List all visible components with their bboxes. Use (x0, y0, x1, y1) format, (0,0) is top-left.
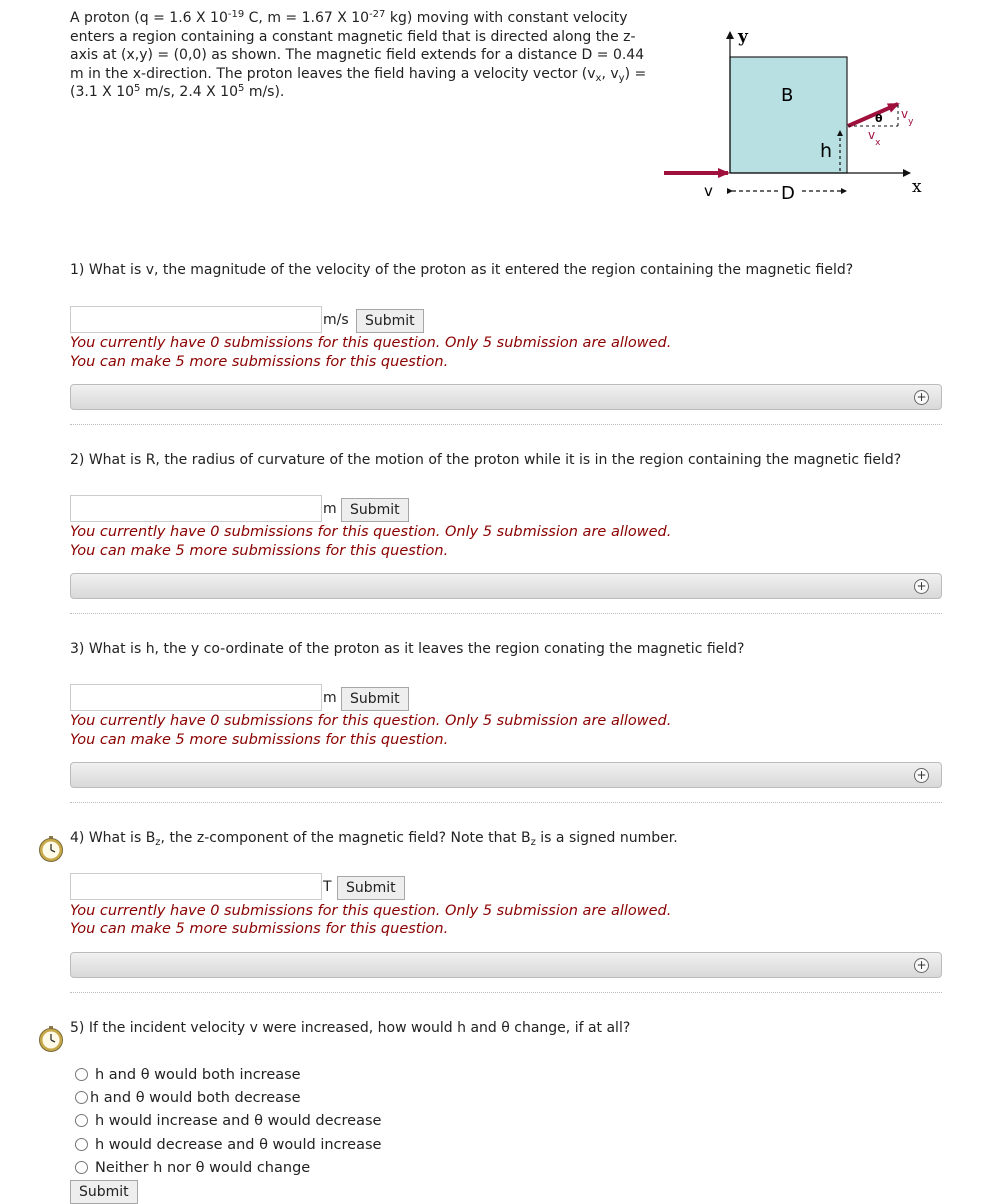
q1-answer-input[interactable] (70, 306, 322, 333)
q4-answer-input[interactable] (70, 873, 322, 900)
q4-submit-button[interactable]: Submit (337, 876, 405, 900)
radio-button[interactable] (75, 1091, 88, 1104)
expand-icon[interactable]: + (914, 768, 929, 783)
q5-submit-button[interactable]: Submit (70, 1180, 138, 1204)
q2-answer-input[interactable] (70, 495, 322, 522)
q5-option[interactable]: Neither h nor θ would change (75, 1160, 310, 1176)
q3-unit: m (323, 690, 337, 706)
q2-hint-bar[interactable] (70, 573, 942, 599)
expand-icon[interactable]: + (914, 390, 929, 405)
q3-answer-input[interactable] (70, 684, 322, 711)
divider (70, 802, 942, 803)
q4-unit: T (323, 879, 332, 895)
expand-icon[interactable]: + (914, 958, 929, 973)
vx-label: $v_x$ (868, 128, 881, 148)
q1-unit: m/s (323, 312, 349, 328)
v-label: v (704, 182, 713, 200)
q2-submission-message: You currently have 0 submissions for this question. Only 5 submission are allowed. (70, 524, 672, 540)
radio-button[interactable] (75, 1138, 88, 1151)
q5-option[interactable]: h would decrease and θ would increase (75, 1137, 381, 1153)
divider (70, 992, 942, 993)
q3-hint-bar[interactable] (70, 762, 942, 788)
d-label: D (781, 183, 795, 204)
q1-hint-bar[interactable] (70, 384, 942, 410)
vy-label: $v_y$ (901, 107, 914, 127)
question-2-text: 2) What is R, the radius of curvature of the motion of the proton while it is in the region containing the magnetic field? (70, 452, 902, 468)
q5-option[interactable]: h and θ would both decrease (75, 1090, 301, 1106)
q4-submission-message: You currently have 0 submissions for this question. Only 5 submission are allowed. (70, 903, 672, 919)
timer-clock-icon (38, 1026, 64, 1052)
field-label: B (781, 85, 794, 106)
problem-statement: A proton (q = 1.6 X $10^{-19}$ C, m = 1.67 X $10^{-27}$ kg) moving with constant velocity enters a region containing a constant magnetic field that is directed along the z-axis at (x,y) = (0,0) as shown. The magnetic field extends for a distance D = 0.44 m in the x-direction. The proton leaves the field having a velocity vector ($v_x$, $v_y) = (3.1$ X $10^5$ m/s, 2.4 X $10^5$ m/s). (70, 9, 647, 101)
x-axis-label: x (912, 177, 922, 197)
q1-submission-message: You currently have 0 submissions for this question. Only 5 submission are allowed. (70, 335, 672, 351)
exit-velocity-arrow (848, 104, 898, 126)
q3-submit-button[interactable]: Submit (341, 687, 409, 711)
theta-label: θ (875, 112, 883, 125)
question-3-text: 3) What is h, the y co-ordinate of the proton as it leaves the region conating the magnetic field? (70, 641, 745, 657)
y-axis-label: y (738, 27, 748, 47)
divider (70, 613, 942, 614)
radio-button[interactable] (75, 1068, 88, 1081)
q3-remaining-message: You can make 5 more submissions for this question. (70, 732, 449, 748)
question-5-text: 5) If the incident velocity v were increased, how would h and θ change, if at all? (70, 1020, 631, 1036)
q1-remaining-message: You can make 5 more submissions for this question. (70, 354, 449, 370)
q5-option[interactable]: h and θ would both increase (75, 1067, 301, 1083)
q4-remaining-message: You can make 5 more submissions for this question. (70, 921, 449, 937)
q4-hint-bar[interactable] (70, 952, 942, 978)
q5-option[interactable]: h would increase and θ would decrease (75, 1113, 381, 1129)
h-label: h (820, 140, 833, 162)
radio-button[interactable] (75, 1114, 88, 1127)
question-1-text: 1) What is v, the magnitude of the velocity of the proton as it entered the region containing the magnetic field? (70, 262, 854, 278)
question-4-text: 4) What is $B_z$, the z-component of the magnetic field? Note that $B_z$ is a signed number. (70, 830, 678, 848)
q3-submission-message: You currently have 0 submissions for this question. Only 5 submission are allowed. (70, 713, 672, 729)
timer-clock-icon (38, 836, 64, 862)
q2-unit: m (323, 501, 337, 517)
q1-submit-button[interactable]: Submit (356, 309, 424, 333)
divider (70, 424, 942, 425)
expand-icon[interactable]: + (914, 579, 929, 594)
q2-submit-button[interactable]: Submit (341, 498, 409, 522)
radio-button[interactable] (75, 1161, 88, 1174)
magnetic-field-diagram (662, 20, 932, 205)
q2-remaining-message: You can make 5 more submissions for this question. (70, 543, 449, 559)
